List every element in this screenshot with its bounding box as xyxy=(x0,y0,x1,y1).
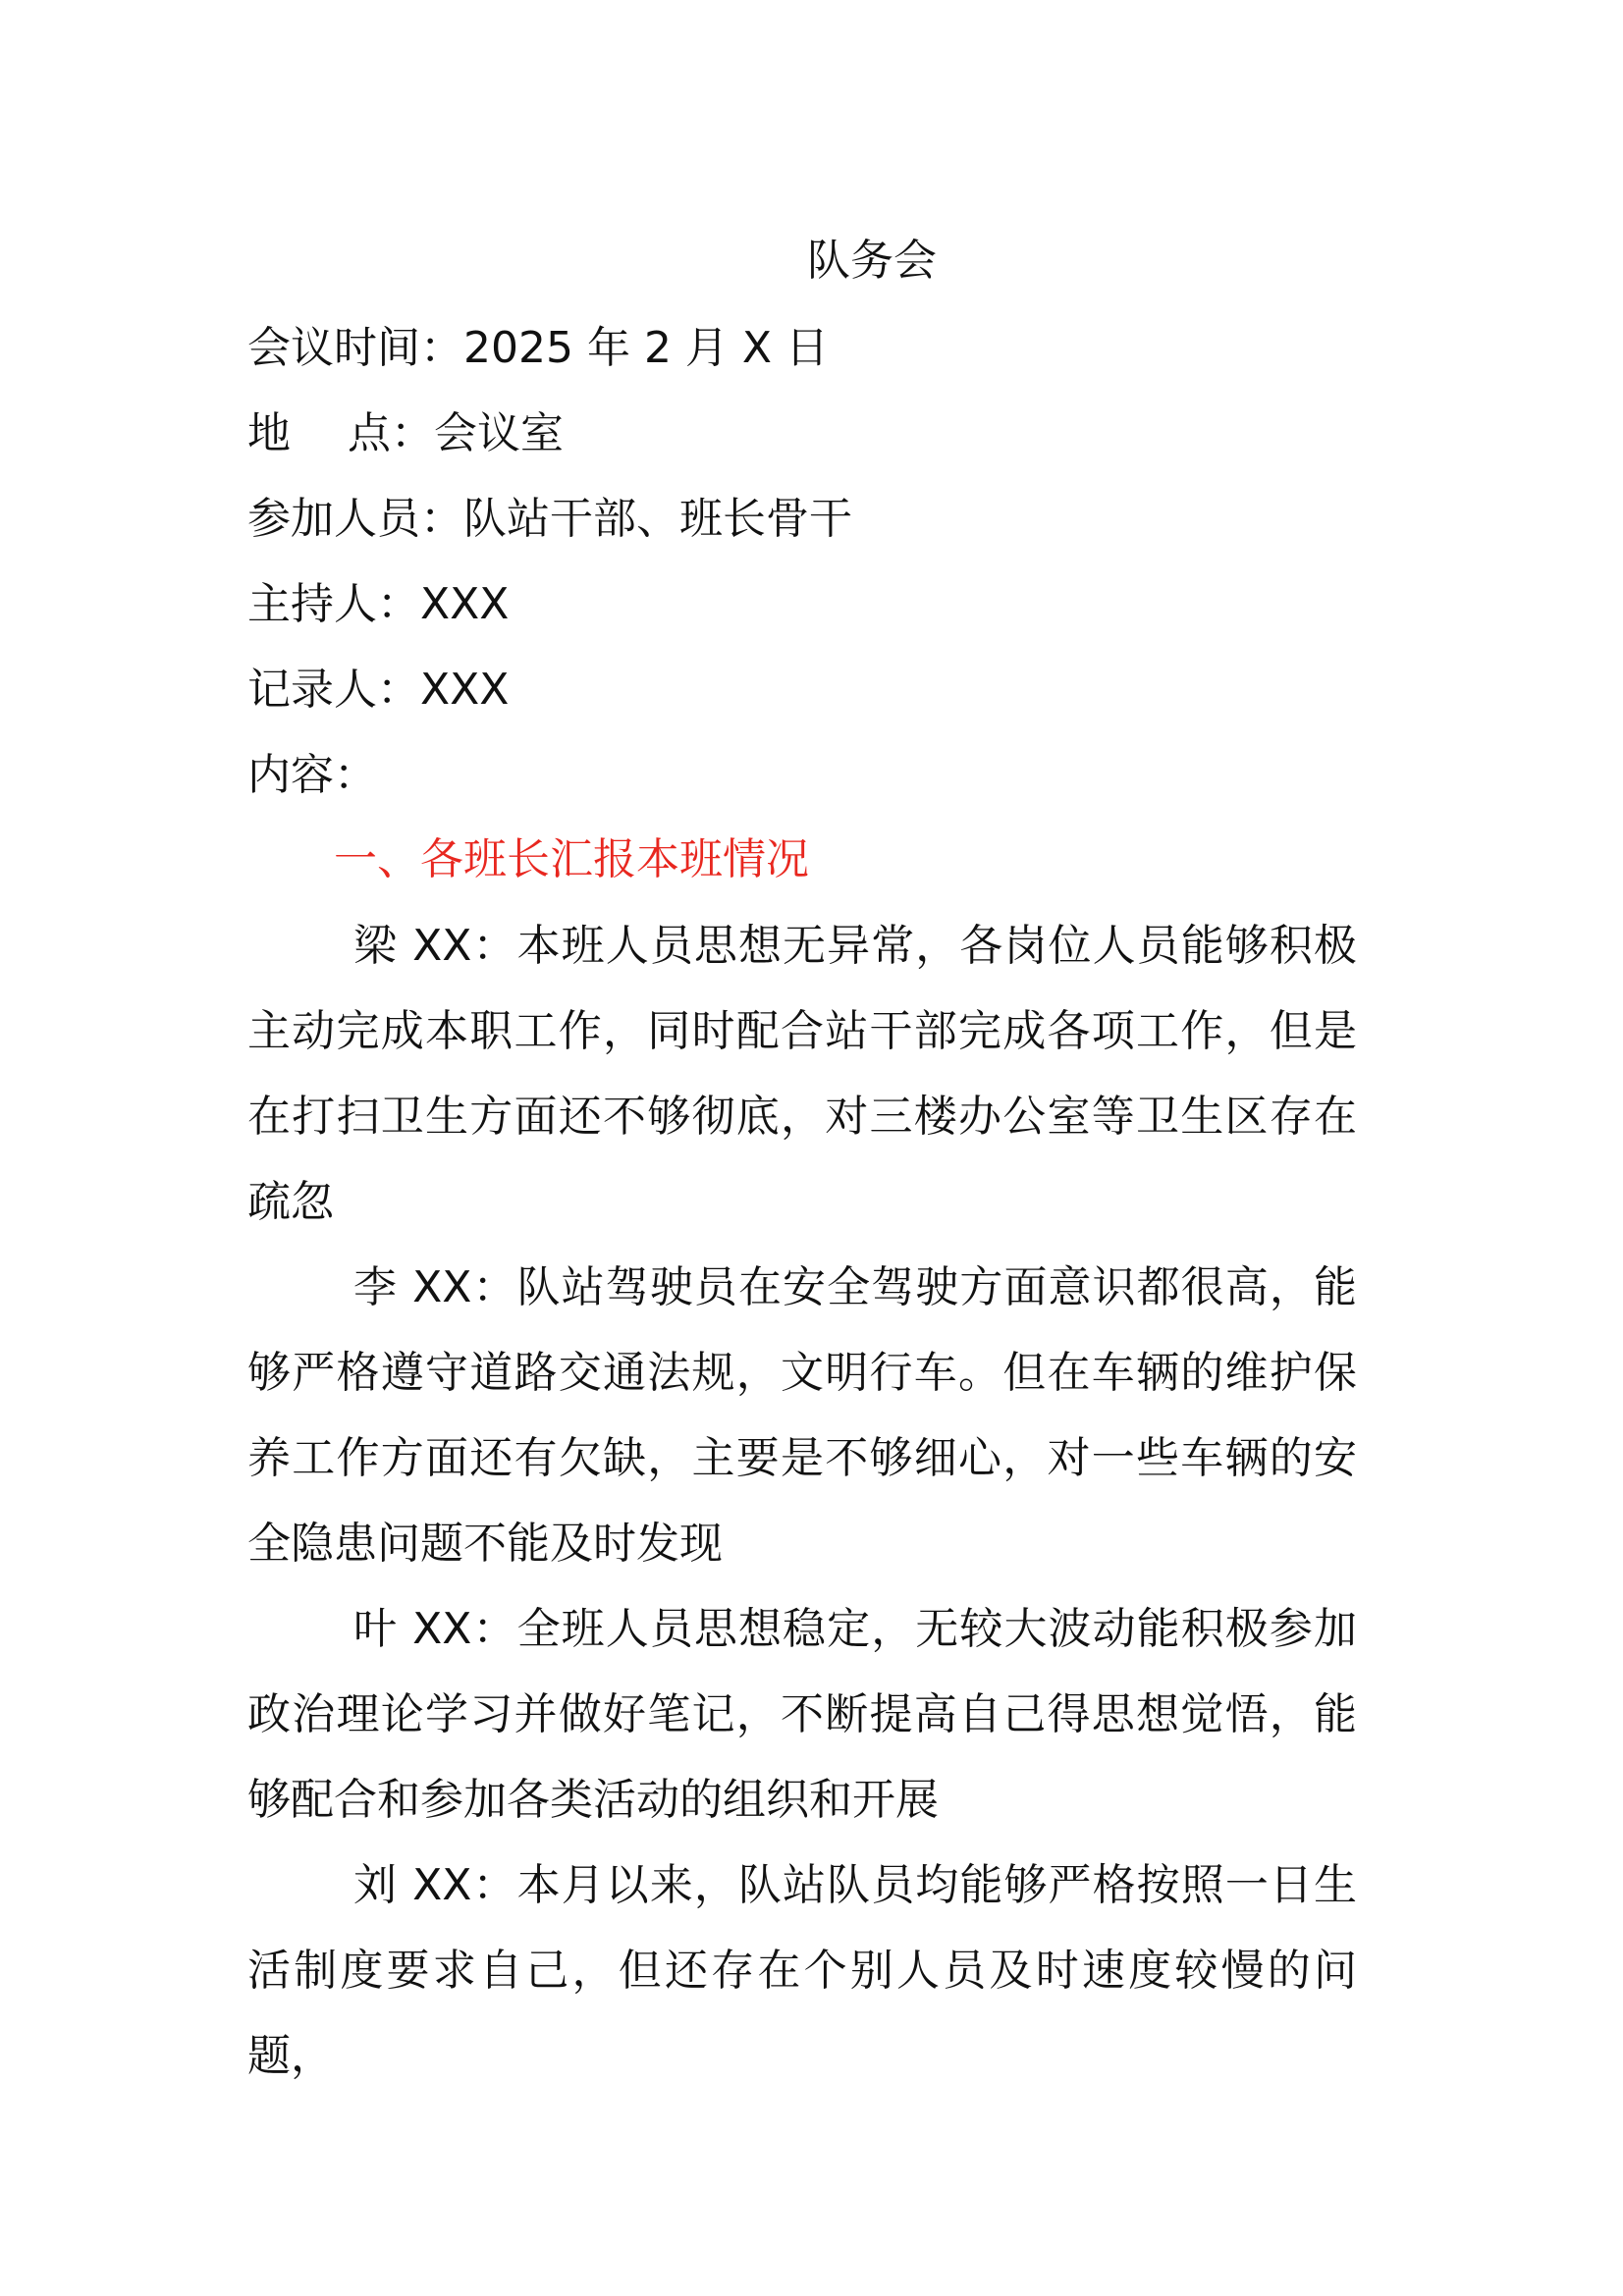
report-paragraph-liang: 梁 XX：本班人员思想无异常，各岗位人员能够积极主动完成本职工作，同时配合站干部完成各项工作，但是在打扫卫生方面还不够彻底，对三楼办公室等卫生区存在疏忽 xyxy=(247,921,1357,1227)
meeting-place: 地 点：会议室 xyxy=(247,408,564,458)
document-title: 队务会 xyxy=(807,236,937,286)
meeting-host: 主持人：XXX xyxy=(247,579,510,629)
report-paragraph-liu: 刘 XX：本月以来，队站队员均能够严格按照一日生活制度要求自己，但还存在个别人员及时速度较慢的问题， xyxy=(247,1860,1357,2081)
meeting-attendees: 参加人员：队站干部、班长骨干 xyxy=(247,494,852,544)
report-paragraph-li: 李 XX：队站驾驶员在安全驾驶方面意识都很高，能够严格遵守道路交通法规，文明行车。但在车辆的维护保养工作方面还有欠缺，主要是不够细心，对一些车辆的安全隐患问题不能及时发现 xyxy=(247,1262,1357,1569)
meeting-recorder: 记录人：XXX xyxy=(247,665,510,715)
report-paragraph-ye: 叶 XX：全班人员思想稳定，无较大波动能积极参加政治理论学习并做好笔记，不断提高自己得思想觉悟，能够配合和参加各类活动的组织和开展 xyxy=(247,1604,1357,1825)
content-label: 内容： xyxy=(247,750,377,800)
meeting-time: 会议时间：2025 年 2 月 X 日 xyxy=(247,323,830,373)
section-heading-1: 一、各班长汇报本班情况 xyxy=(334,834,809,884)
